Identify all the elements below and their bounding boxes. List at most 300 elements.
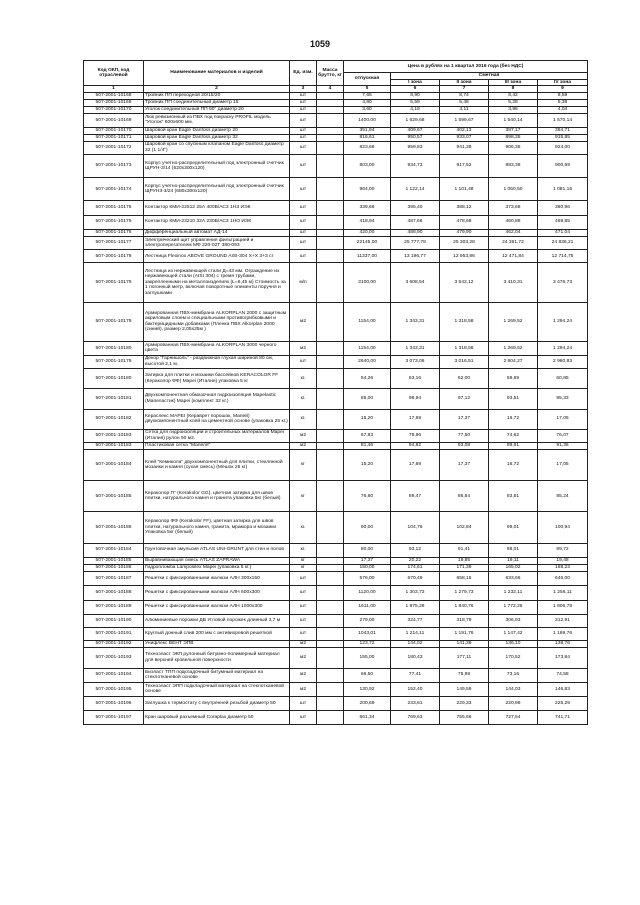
- row-code: 507-2001-10184: [84, 543, 144, 557]
- row-code: 507-2001-10183: [84, 429, 144, 442]
- row-code: 507-2001-10192: [84, 641, 144, 648]
- row-zone3-price: 8,42: [489, 92, 538, 99]
- row-release-price: 803,00: [344, 155, 391, 178]
- table-row: [84, 668, 588, 682]
- row-zone3-price: 88,01: [489, 543, 538, 557]
- row-zone3-price: 136,10: [489, 641, 538, 648]
- row-zone2-price: 3 542,12: [440, 263, 489, 302]
- row-zone4-price: 17,05: [538, 409, 588, 429]
- row-unit: м2: [290, 682, 317, 696]
- row-unit: шт: [290, 355, 317, 368]
- col-index: 3: [290, 86, 317, 93]
- table-row: [84, 641, 588, 648]
- row-zone2-price: 25 303,28: [440, 237, 489, 250]
- row-zone4-price: 924,00: [538, 141, 588, 154]
- row-zone2-price: 4,11: [440, 107, 489, 114]
- row-zone3-price: 165,02: [489, 565, 538, 572]
- header-name: Наименование материалов и изделий: [144, 61, 290, 86]
- row-unit: шт: [290, 572, 317, 586]
- row-code: 507-2001-10179: [84, 355, 144, 368]
- row-release-price: 1120,00: [344, 586, 391, 600]
- row-name: Клей "Кемикола" двухкомпонентный для плитки, стеклянной мозаики и камня (сухая смесь) (Мешок 25 кг): [144, 450, 290, 481]
- row-zone1-price: 144,02: [391, 641, 440, 648]
- row-zone2-price: 12 953,86: [440, 250, 489, 263]
- row-mass: [317, 155, 344, 178]
- row-zone2-price: 93,08: [440, 442, 489, 449]
- row-zone2-price: 171,39: [440, 565, 489, 572]
- row-code: 507-2001-10191: [84, 627, 144, 640]
- row-name: Двухкомпонентная обмазочная гидроизоляция Mapelastic (Мапеластик) Mapei (комплект 32 кг.): [144, 389, 290, 409]
- row-release-price: 964,00: [344, 178, 391, 201]
- row-zone4-price: 469,85: [538, 215, 588, 229]
- row-release-price: 130,92: [344, 682, 391, 696]
- row-code: 507-2001-10178: [84, 250, 144, 263]
- row-unit: шт: [290, 600, 317, 614]
- row-zone1-price: 174,61: [391, 565, 440, 572]
- row-zone2-price: 1 318,58: [440, 341, 489, 355]
- row-zone2-price: 86,64: [440, 481, 489, 512]
- row-zone3-price: 633,66: [489, 572, 538, 586]
- row-release-price: 279,00: [344, 614, 391, 627]
- row-release-price: 576,00: [344, 572, 391, 586]
- row-zone2-price: 97,12: [440, 389, 489, 409]
- row-code: 507-2001-10184: [84, 450, 144, 481]
- table-row: [84, 565, 588, 572]
- row-zone2-price: 62,00: [440, 369, 489, 389]
- row-code: 507-2001-10175: [84, 215, 144, 229]
- row-zone2-price: 479,90: [440, 229, 489, 236]
- table-row: [84, 442, 588, 449]
- row-zone2-price: 8,74: [440, 92, 489, 99]
- row-zone3-price: 19,11: [489, 557, 538, 564]
- row-name: Контактор КМИ-22512 25А 400В/АС3 1НЗ ИЭК: [144, 201, 290, 215]
- row-zone3-price: 883,38: [489, 155, 538, 178]
- row-name: Декор "Гарнишоль" - раздвижная глухая шириной 80 см, высотой 2,1 м.: [144, 355, 290, 368]
- row-unit: м2: [290, 442, 317, 449]
- row-zone2-price: 1 101,48: [440, 178, 489, 201]
- row-zone1-price: 409,67: [391, 127, 440, 134]
- row-name: Техноэласт ЭПП подкладочный материал на стеклотканевой основе: [144, 682, 290, 696]
- row-name: Армированная ПВХ-мембрана ALKORPLAN 3000 черного цвета: [144, 341, 290, 355]
- row-mass: [317, 682, 344, 696]
- row-zone2-price: 177,11: [440, 648, 489, 668]
- row-mass: [317, 229, 344, 236]
- table-row: [84, 627, 588, 640]
- row-zone2-price: 478,68: [440, 215, 489, 229]
- row-code: 507-2001-10176: [84, 229, 144, 236]
- table-row: [84, 409, 588, 429]
- row-zone1-price: 1 629,68: [391, 114, 440, 127]
- row-code: 507-2001-10186: [84, 565, 144, 572]
- row-zone1-price: 1 875,28: [391, 600, 440, 614]
- row-release-price: 420,00: [344, 229, 391, 236]
- row-zone3-price: 74,62: [489, 429, 538, 442]
- col-index: 8: [489, 86, 538, 93]
- row-mass: [317, 99, 344, 106]
- row-unit: кг.: [290, 389, 317, 409]
- row-name: Выравнивающая смесь ATLAS ZAPRAWA: [144, 557, 290, 564]
- row-release-price: 1154,00: [344, 341, 391, 355]
- row-zone2-price: 3 016,51: [440, 355, 489, 368]
- row-zone4-price: 3 476,73: [538, 263, 588, 302]
- row-code: 507-2001-10182: [84, 409, 144, 429]
- row-code: 507-2001-10181: [84, 389, 144, 409]
- row-code: 507-2001-10187: [84, 572, 144, 586]
- row-zone4-price: 900,59: [538, 155, 588, 178]
- row-zone4-price: 17,05: [538, 450, 588, 481]
- row-unit: шт: [290, 141, 317, 154]
- row-mass: [317, 201, 344, 215]
- row-zone3-price: 16,72: [489, 450, 538, 481]
- row-name: Шаровой кран Eagle Danfoss диаметр 20: [144, 127, 290, 134]
- row-zone2-price: 933,07: [440, 134, 489, 141]
- row-release-price: 85,00: [344, 389, 391, 409]
- row-zone3-price: 220,99: [489, 696, 538, 710]
- row-release-price: 7,65: [344, 92, 391, 99]
- row-unit: кг: [290, 557, 317, 564]
- row-mass: [317, 543, 344, 557]
- row-unit: м2: [290, 429, 317, 442]
- row-zone1-price: 17,69: [391, 409, 440, 429]
- row-release-price: 80,00: [344, 543, 391, 557]
- row-zone2-price: 5,48: [440, 99, 489, 106]
- col-index: 2: [144, 86, 290, 93]
- row-code: 507-2001-10186: [84, 512, 144, 543]
- row-unit: кг.: [290, 369, 317, 389]
- row-code: 507-2001-10173: [84, 155, 144, 178]
- row-release-price: 418,94: [344, 215, 391, 229]
- row-code: 507-2001-10175: [84, 201, 144, 215]
- row-zone4-price: 168,23: [538, 565, 588, 572]
- row-unit: кг.: [290, 512, 317, 543]
- row-zone3-price: 462,04: [489, 229, 538, 236]
- row-mass: [317, 302, 344, 341]
- row-zone1-price: 77,41: [391, 668, 440, 682]
- row-unit: м2: [290, 302, 317, 341]
- row-mass: [317, 429, 344, 442]
- row-zone4-price: 95,33: [538, 389, 588, 409]
- row-zone4-price: 8,59: [538, 92, 588, 99]
- row-code: 507-2001-10170: [84, 107, 144, 114]
- row-zone1-price: 152,40: [391, 682, 440, 696]
- row-zone4-price: 19,48: [538, 557, 588, 564]
- row-zone1-price: 5,59: [391, 99, 440, 106]
- row-code: 507-2001-10185: [84, 481, 144, 512]
- row-zone2-price: 755,66: [440, 711, 489, 725]
- row-zone1-price: 487,66: [391, 215, 440, 229]
- row-release-price: 339,66: [344, 201, 391, 215]
- table-row: [84, 107, 588, 114]
- row-release-price: 3,60: [344, 107, 391, 114]
- row-code: 507-2001-10172: [84, 141, 144, 154]
- row-code: 507-2001-10180: [84, 341, 144, 355]
- row-zone1-price: 1 303,73: [391, 586, 440, 600]
- header-price-group: Цена в рублях на 1 квартал 2016 года (без НДС): [344, 61, 588, 73]
- row-code: 507-2001-10179: [84, 263, 144, 302]
- row-zone4-price: 91,36: [538, 442, 588, 449]
- col-index: 6: [391, 86, 440, 93]
- row-zone1-price: 98,94: [391, 389, 440, 409]
- table-row: [84, 99, 588, 106]
- row-zone3-price: 3 410,31: [489, 263, 538, 302]
- row-code: 507-2001-10168: [84, 92, 144, 99]
- row-name: Сетка для гидроизоляции и строительных материалов Mapei (Италия) рулон 50 м2.: [144, 429, 290, 442]
- table-row: [84, 512, 588, 543]
- row-zone1-price: 959,83: [391, 141, 440, 154]
- row-zone2-price: 941,38: [440, 141, 489, 154]
- row-zone1-price: 3 608,54: [391, 263, 440, 302]
- row-zone3-price: 12 471,84: [489, 250, 538, 263]
- row-zone3-price: 93,51: [489, 389, 538, 409]
- row-zone2-price: 229,33: [440, 696, 489, 710]
- row-release-price: 4,80: [344, 99, 391, 106]
- row-name: Решетки с фиксированными жалюзи АЛН 300х150: [144, 572, 290, 586]
- row-zone4-price: 1 081,15: [538, 178, 588, 201]
- table-row: [84, 481, 588, 512]
- row-release-price: 15,20: [344, 409, 391, 429]
- row-mass: [317, 92, 344, 99]
- row-unit: шт: [290, 127, 317, 134]
- row-zone1-price: 1 214,11: [391, 627, 440, 640]
- row-release-price: 1611,00: [344, 600, 391, 614]
- row-release-price: 54,26: [344, 369, 391, 389]
- row-code: 507-2001-10177: [84, 237, 144, 250]
- row-name: Контактор КМИ-23210 32А 230В/АС3 1НО ИЭК: [144, 215, 290, 229]
- table-row: [84, 229, 588, 236]
- header-zone4: IV зона: [538, 79, 588, 86]
- row-release-price: 123,72: [344, 641, 391, 648]
- row-zone1-price: 63,16: [391, 369, 440, 389]
- row-mass: [317, 512, 344, 543]
- row-zone2-price: 402,13: [440, 127, 489, 134]
- row-name: Корпус учетно-распределительный под электронный счетчик ЩРУН-3/14 (520х300х120): [144, 155, 290, 178]
- row-unit: м2: [290, 668, 317, 682]
- row-zone1-price: 180,43: [391, 648, 440, 668]
- row-zone1-price: 78,96: [391, 429, 440, 442]
- row-zone2-price: 1 279,73: [440, 586, 489, 600]
- row-name: Кераслекс МАРЕI (Кераврет порошок, Мапей) двухкомпонентный клей на цементной основе (упаковка 25 кг.): [144, 409, 290, 429]
- row-mass: [317, 586, 344, 600]
- row-mass: [317, 263, 344, 302]
- row-zone4-price: 76,07: [538, 429, 588, 442]
- table-row: [84, 429, 588, 442]
- row-zone3-price: 5,28: [489, 99, 538, 106]
- row-mass: [317, 341, 344, 355]
- row-zone3-price: 83,81: [489, 481, 538, 512]
- table-row: [84, 114, 588, 127]
- header-zone3: III зона: [489, 79, 538, 86]
- header-mass: Масса брутто, кг: [317, 61, 344, 86]
- row-zone3-price: 727,54: [489, 711, 538, 725]
- row-mass: [317, 215, 344, 229]
- row-zone4-price: 12 714,75: [538, 250, 588, 263]
- row-name: Затирка для плитки и мозаики бассейнов KERACOLOR FF (Кераколор ФФ) Mapei (Италия) упаковка 5 кг: [144, 369, 290, 389]
- table-row: [84, 92, 588, 99]
- table-row: [84, 369, 588, 389]
- header-unit: Ед. изм.: [290, 61, 317, 86]
- row-mass: [317, 114, 344, 127]
- row-zone2-price: 149,59: [440, 682, 489, 696]
- row-unit: шт: [290, 586, 317, 600]
- row-mass: [317, 237, 344, 250]
- row-zone3-price: 1 060,50: [489, 178, 538, 201]
- row-release-price: 22145,00: [344, 237, 391, 250]
- row-zone4-price: 173,84: [538, 648, 588, 668]
- row-zone3-price: 170,52: [489, 648, 538, 668]
- row-mass: [317, 450, 344, 481]
- row-name: Заглушка к термостату с внутренней резьбой диаметр 50: [144, 696, 290, 710]
- row-unit: шт: [290, 229, 317, 236]
- row-zone1-price: 1 343,31: [391, 302, 440, 341]
- row-mass: [317, 127, 344, 134]
- row-zone2-price: 1 840,76: [440, 600, 489, 614]
- row-zone3-price: 89,61: [489, 442, 538, 449]
- table-row: [84, 600, 588, 614]
- table-row: [84, 127, 588, 134]
- row-code: 507-2001-10196: [84, 696, 144, 710]
- row-unit: шт: [290, 201, 317, 215]
- header-zone1: I зона: [391, 79, 440, 86]
- row-release-price: 3100,00: [344, 263, 391, 302]
- row-release-price: 816,61: [344, 134, 391, 141]
- row-zone2-price: 75,98: [440, 668, 489, 682]
- row-zone2-price: 77,50: [440, 429, 489, 442]
- row-zone4-price: 4,04: [538, 107, 588, 114]
- row-unit: шт: [290, 250, 317, 263]
- row-zone3-price: 898,35: [489, 134, 538, 141]
- row-code: 507-2001-10171: [84, 134, 144, 141]
- row-code: 507-2001-10193: [84, 648, 144, 668]
- row-name: Грунтовочная эмульсия ATLAS UNI-GRUNT для стен и полов: [144, 543, 290, 557]
- row-zone2-price: 388,12: [440, 201, 489, 215]
- row-zone3-price: 1 269,52: [489, 341, 538, 355]
- row-name: Лестница Flexinox ABOVE GROUND AISI-304 Х+Х 3+3 ст: [144, 250, 290, 263]
- row-zone3-price: 1 772,26: [489, 600, 538, 614]
- row-zone3-price: 2 904,27: [489, 355, 538, 368]
- row-name: Круглый донный слив 200 мм с антивихревой решеткой: [144, 627, 290, 640]
- row-zone1-price: 104,76: [391, 512, 440, 543]
- row-zone4-price: 74,58: [538, 668, 588, 682]
- row-code: 507-2001-10170: [84, 127, 144, 134]
- row-zone4-price: 471,04: [538, 229, 588, 236]
- col-index: 9: [538, 86, 588, 93]
- row-zone4-price: 1 570,14: [538, 114, 588, 127]
- table-row: [84, 696, 588, 710]
- row-zone3-price: 16,72: [489, 409, 538, 429]
- row-release-price: 90,00: [344, 512, 391, 543]
- row-name: Лестница из нержавеющей стали Д=43 мм. Ограждение из нержавеющей стали (AISI 304) с тремя трубами, закрепленными на металлоизделиях (L=6,45 м) Стоимость за 1 погонный метр, включая поворотные элементы поручня и заглушками: [144, 263, 290, 302]
- header-zone2: II зона: [440, 79, 489, 86]
- table-row: [84, 557, 588, 564]
- row-release-price: 66,50: [344, 668, 391, 682]
- table-body: [84, 92, 588, 725]
- row-zone1-price: 1 122,14: [391, 178, 440, 201]
- row-mass: [317, 565, 344, 572]
- table-row: [84, 614, 588, 627]
- row-mass: [317, 369, 344, 389]
- row-release-price: 1154,00: [344, 302, 391, 341]
- row-unit: м2: [290, 641, 317, 648]
- row-code: 507-2001-10185: [84, 557, 144, 564]
- row-mass: [317, 250, 344, 263]
- row-zone3-price: 387,17: [489, 127, 538, 134]
- row-unit: кг: [290, 450, 317, 481]
- col-index: 7: [440, 86, 489, 93]
- row-zone1-price: 934,73: [391, 155, 440, 178]
- row-code: 507-2001-10169: [84, 99, 144, 106]
- row-mass: [317, 668, 344, 682]
- col-index: 1: [84, 86, 144, 93]
- row-zone4-price: 1 294,24: [538, 302, 588, 341]
- row-code: 507-2001-10179: [84, 302, 144, 341]
- row-zone4-price: 1 294,24: [538, 341, 588, 355]
- row-zone3-price: 24 361,72: [489, 237, 538, 250]
- row-name: Люк ревизионный из ПВХ под покраску PROFIL модель "Уголок" 600х600 мм.: [144, 114, 290, 127]
- row-zone1-price: 233,61: [391, 696, 440, 710]
- row-zone3-price: 99,01: [489, 512, 538, 543]
- row-mass: [317, 557, 344, 564]
- row-zone1-price: 93,12: [391, 543, 440, 557]
- table-row: [84, 237, 588, 250]
- row-mass: [317, 409, 344, 429]
- row-release-price: 823,68: [344, 141, 391, 154]
- row-zone1-price: 89,47: [391, 481, 440, 512]
- row-name: Тройник ПП переходной 20/15/20: [144, 92, 290, 99]
- row-unit: шт: [290, 107, 317, 114]
- col-index: 4: [317, 86, 344, 93]
- row-zone2-price: 19,85: [440, 557, 489, 564]
- row-zone2-price: 91,41: [440, 543, 489, 557]
- row-zone4-price: 915,85: [538, 134, 588, 141]
- row-zone1-price: 769,63: [391, 711, 440, 725]
- row-zone2-price: 318,79: [440, 614, 489, 627]
- row-unit: кг: [290, 565, 317, 572]
- row-zone3-price: 1 540,14: [489, 114, 538, 127]
- row-release-price: 67,83: [344, 429, 391, 442]
- row-zone4-price: 2 960,83: [538, 355, 588, 368]
- row-zone4-price: 312,91: [538, 614, 588, 627]
- row-name: Уголок соединительный ПП 90° диаметр 20: [144, 107, 290, 114]
- row-zone1-price: 488,90: [391, 229, 440, 236]
- row-unit: шт: [290, 155, 317, 178]
- row-zone1-price: 3 073,06: [391, 355, 440, 368]
- table-row: [84, 201, 588, 215]
- header-estimate: Сметная: [391, 73, 588, 80]
- row-zone1-price: 670,49: [391, 572, 440, 586]
- row-zone1-price: 324,77: [391, 614, 440, 627]
- row-zone1-price: 4,19: [391, 107, 440, 114]
- table-row: [84, 711, 588, 725]
- row-name: Электрический щит управления фильтрацией и электроперегателем МФ 220-02Т 380-093: [144, 237, 290, 250]
- row-zone2-price: 1 599,67: [440, 114, 489, 127]
- row-code: 507-2001-10183: [84, 442, 144, 449]
- row-zone1-price: 25 777,78: [391, 237, 440, 250]
- table-row: [84, 215, 588, 229]
- row-zone4-price: 89,72: [538, 543, 588, 557]
- row-code: 507-2001-10188: [84, 586, 144, 600]
- row-zone2-price: 1 318,58: [440, 302, 489, 341]
- row-unit: шт: [290, 92, 317, 99]
- row-mass: [317, 141, 344, 154]
- row-name: Гидропломба Lamposilex Mapei (упаковка 5 кг.): [144, 565, 290, 572]
- table-row: [84, 141, 588, 154]
- row-zone1-price: 950,57: [391, 134, 440, 141]
- row-zone3-price: 73,16: [489, 668, 538, 682]
- row-code: 507-2001-10169: [84, 114, 144, 127]
- row-zone2-price: 102,84: [440, 512, 489, 543]
- row-mass: [317, 572, 344, 586]
- row-name: Армированная ПВХ-мембрана ALKORPLAN 2000 с защитным акриловым слоем и специальными противогрибковыми и бактерицидными добавками (Пленка ПВХ Alkorplan 2000 (синий), размер 2,05х25м ): [144, 302, 290, 341]
